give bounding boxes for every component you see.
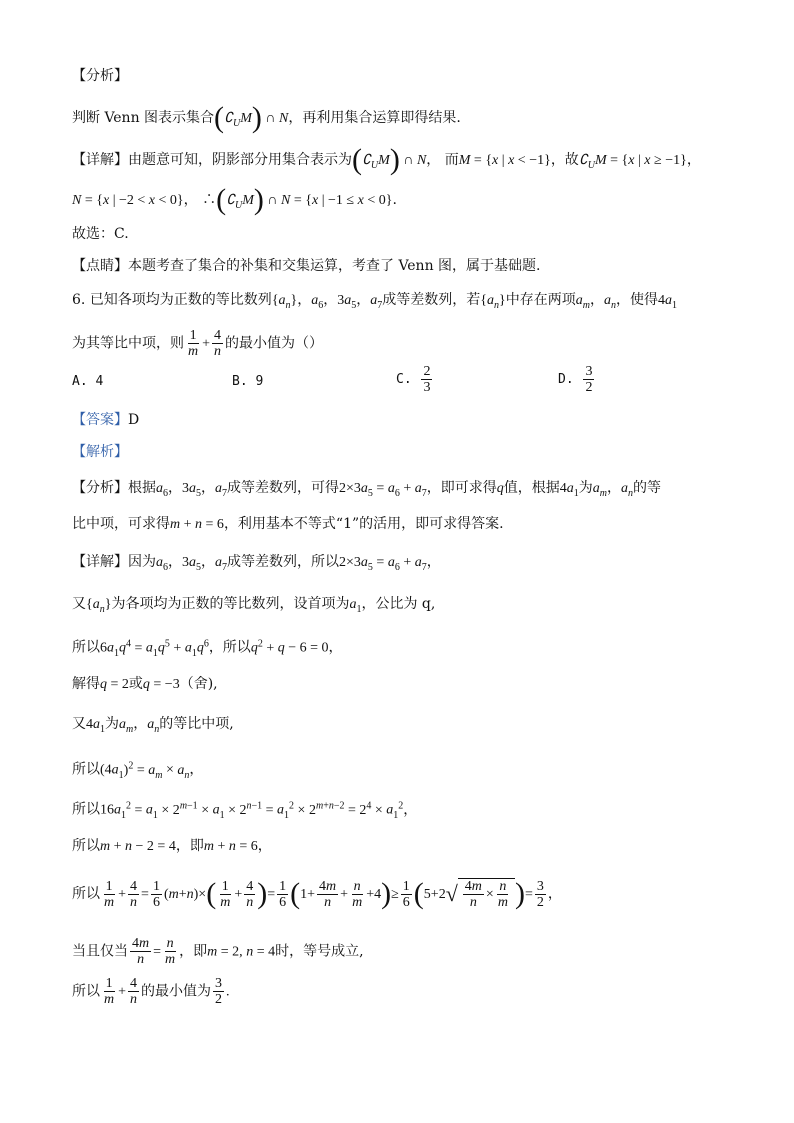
- option-a[interactable]: A. 4: [72, 374, 104, 389]
- comment-line: 【点睛】本题考查了集合的补集和交集运算，考查了 Venn 图，属于基础题.: [72, 258, 541, 274]
- question-line-2: 为其等比中项，则 $\frac{1}{m}$ + $\frac{4}{n}$ 的最小值为（）: [72, 328, 324, 359]
- detail2-line-6: 所以$(4a_1)^2 = a_m \times a_n$，: [72, 760, 204, 781]
- detail2-line-8: 所以m + n − 2 = 4，即m + n = 6，: [72, 838, 272, 854]
- detail2-line-9: 所以 $\frac{1}{m}$ + $\frac{4}{n}$ = $\frac{1}{6}$ (m+n)×( $\frac{1}{m}$ + $\frac{4}{n}$ )= $\frac{1}{6}$ (1+ $\frac{4m}{n}$ + $\frac{n}{m}$ +4)≥ $\frac{1}{6}$ (5+2 √ $\frac{4m}{n}$ × $\frac{n}{m}$ )= $\frac{3}{2}$ ，: [72, 877, 562, 910]
- detail2-line-10: 当且仅当 $\frac{4m}{n}$ = $\frac{n}{m}$ ，即m = 2, n = 4时，等号成立,: [72, 936, 364, 967]
- option-c[interactable]: C. $\frac{2}{3}$: [396, 364, 431, 395]
- option-d[interactable]: D. $\frac{3}{2}$: [558, 364, 593, 395]
- detail-line-2: N = {x | −2 < x < 0}， $\therefore(∁_UM)$ ∩ N = {x | −1 ≤ x < 0}.: [72, 183, 397, 216]
- question-line-1: 6. 已知各项均为正数的等比数列$\{a_n\}$，$a_6$，$3a_5$，$a_7$成等差数列，若$\{a_n\}$中存在两项$a_m$，$a_n$，使得$4a_1$: [72, 292, 677, 311]
- analysis-heading: 【分析】: [72, 68, 128, 84]
- analysis-text: 判断 Venn 图表示集合$(∁_UM)$ ∩ N，再利用集合运算即得结果.: [72, 101, 461, 134]
- detail2-line-7: 所以$16a_1^2 = a_1 \times 2^{m-1} \times a_1 \times 2^{n-1} = a_1^2 \times 2^{m+n-2} = 2^4 \times a_1^2$，: [72, 800, 418, 821]
- analysis2-line-1: 【分析】根据$a_6$，$3a_5$，$a_7$成等差数列，可得$2\times 3a_5 = a_6 + a_7$，即可求得q值，根据$4a_1$为$a_m$，$a_n$的等: [72, 480, 661, 499]
- options-row: [72, 364, 672, 402]
- analysis2-line-2: 比中项，可求得m + n = 6，利用基本不等式“1”的活用，即可求得答案.: [72, 516, 504, 532]
- detail2-line-4: 解得q = 2或q = −3（舍),: [72, 676, 218, 692]
- detail2-line-2: 又$\{a_n\}$为各项均为正数的等比数列，设首项为$a_1$，公比为 q,: [72, 596, 436, 615]
- solution-heading: 【解析】: [72, 444, 128, 460]
- detail2-line-11: 所以 $\frac{1}{m}$ + $\frac{4}{n}$ 的最小值为 $\frac{3}{2}$ .: [72, 976, 230, 1007]
- detail-line-1: 【详解】由题意可知，阴影部分用集合表示为$(∁_UM)$ ∩ N， 而M = {x | x < −1}，故$∁_UM = \{x$ | x ≥ −1}，: [72, 143, 701, 176]
- option-b[interactable]: B. 9: [232, 374, 264, 389]
- detail2-line-3: 所以$6a_1q^4 = a_1q^5 + a_1q^6$，所以$q^2 + q - 6 = 0$，: [72, 638, 343, 659]
- answer-line: 【答案】D: [72, 412, 140, 428]
- detail2-line-1: 【详解】因为$a_6$，$3a_5$，$a_7$成等差数列，所以$2\times 3a_5 = a_6 + a_7$，: [72, 554, 441, 573]
- detail2-line-5: 又$4a_1$为$a_m$，$a_n$的等比中项,: [72, 716, 234, 735]
- choice-line: 故选：C.: [72, 226, 129, 242]
